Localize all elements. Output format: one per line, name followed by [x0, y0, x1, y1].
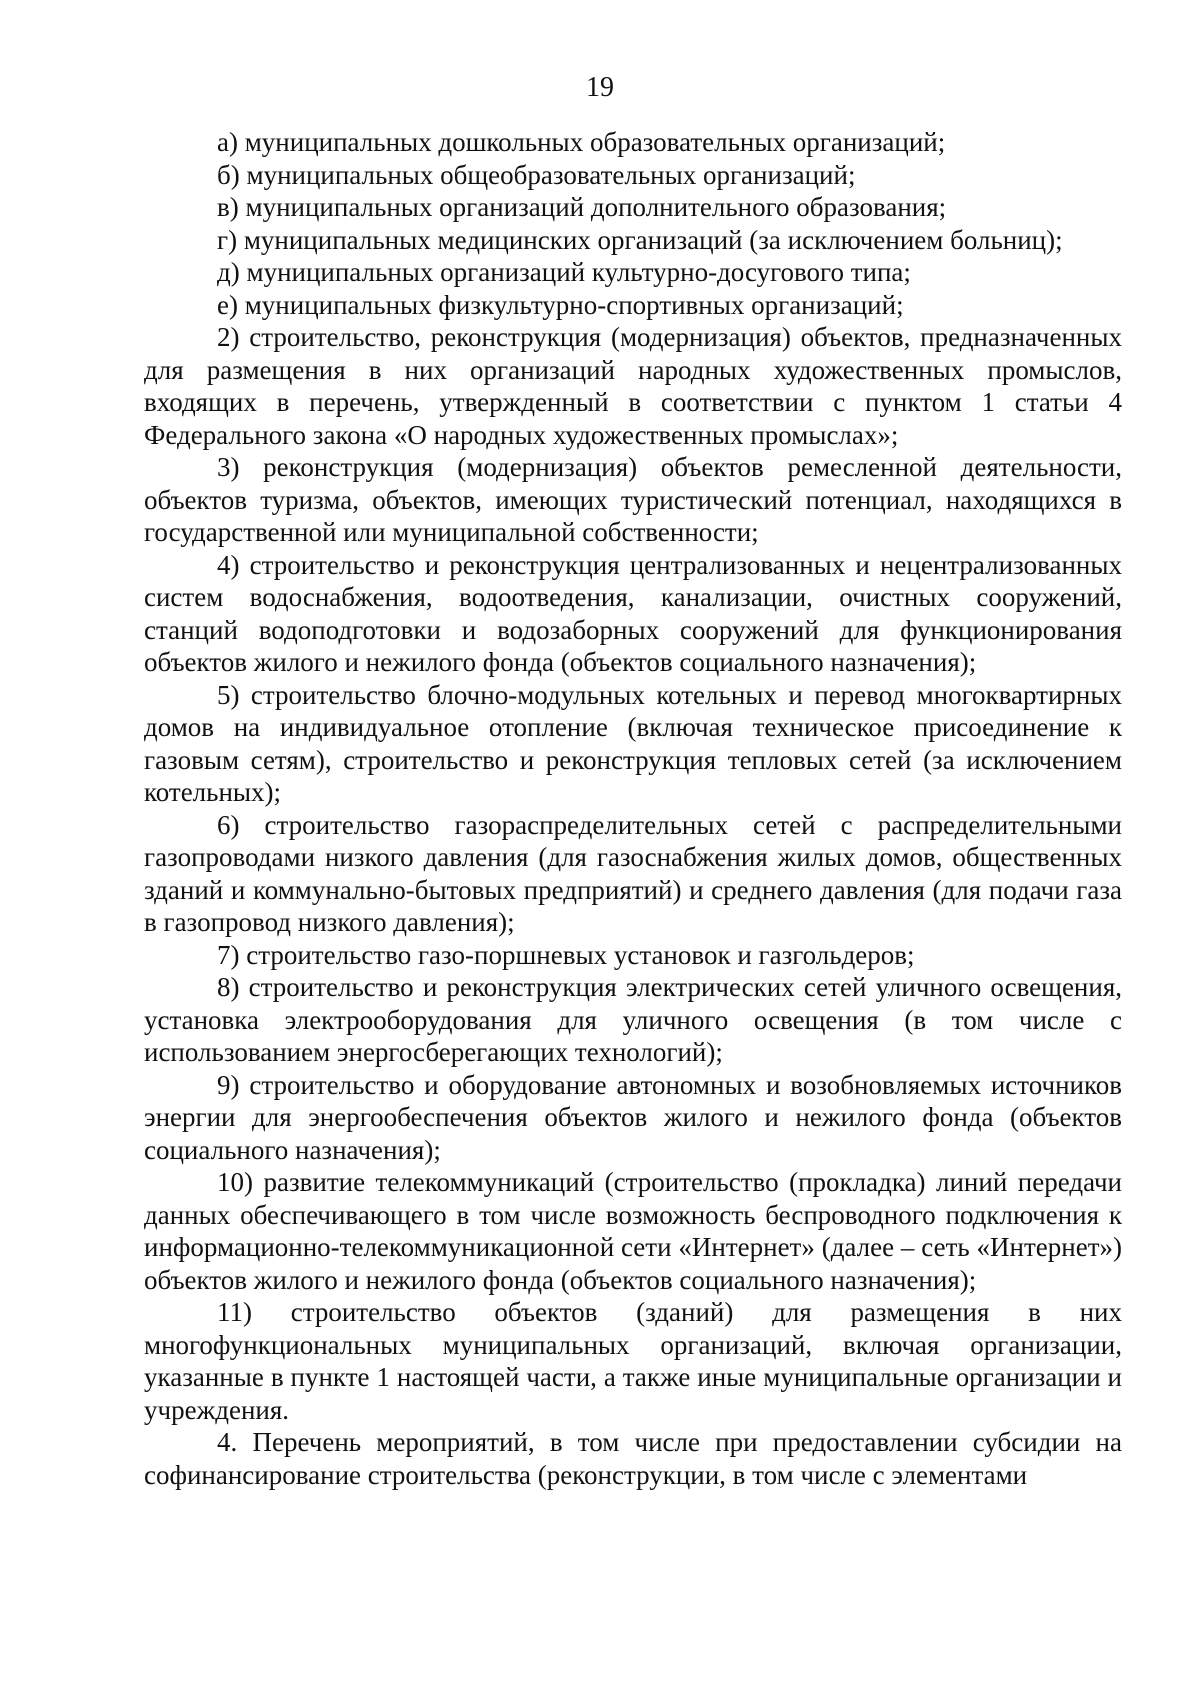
paragraph-section-4: 4. Перечень мероприятий, в том числе при предоставлении субсидии на софинансирование строительства (реконструкции, в том числе с элементами [144, 1427, 1122, 1490]
paragraph-item-5: 5) строительство блочно-модульных котельных и перевод многоквартирных домов на индивидуальное отопление (включая техническое присоединение к газовым сетям), строительство и реконструкция тепловых сетей (за исключением котельных); [144, 679, 1122, 807]
page-number: 19 [586, 72, 614, 103]
paragraph-item-8: 8) строительство и реконструкция электрических сетей уличного освещения, установка электрооборудования для уличного освещения (в том числе с использованием энергосберегающих технологий); [144, 972, 1122, 1067]
paragraph-item-11: 11) строительство объектов (зданий) для размещения в них многофункциональных муниципальных организаций, включая организации, указанные в пункте 1 настоящей части, а также иные муниципальные организации и учреждения. [144, 1297, 1122, 1425]
paragraph-item-4: 4) строительство и реконструкция централизованных и нецентрализованных систем водоснабжения, водоотведения, канализации, очистных сооружений, станций водоподготовки и водозаборных сооружений для функционирования объектов жилого и нежилого фонда (объектов социального назначения); [144, 549, 1122, 677]
paragraph-item-a: а) муниципальных дошкольных образовательных организаций; [217, 127, 946, 157]
paragraph-item-10: 10) развитие телекоммуникаций (строительство (прокладка) линий передачи данных обеспечивающего в том числе возможность беспроводного подключения к информационно-телекоммуникационной сети «Интернет» (далее – сеть «Интернет») объектов жилого и нежилого фонда (объектов социального назначения); [144, 1167, 1122, 1295]
paragraph-item-e: е) муниципальных физкультурно-спортивных организаций; [217, 289, 904, 320]
paragraph-item-6: 6) строительство газораспределительных сетей с распределительными газопроводами низкого давления (для газоснабжения жилых домов, общественных зданий и коммунально-бытовых предприятий) и среднего давления (для подачи газа в газопровод низкого давления); [144, 809, 1122, 937]
paragraph-item-b: б) муниципальных общеобразовательных организаций; [217, 159, 856, 190]
document-body [144, 126, 1122, 1491]
paragraph-item-3: 3) реконструкция (модернизация) объектов ремесленной деятельности, объектов туризма, объектов, имеющих туристический потенциал, находящихся в государственной или муниципальной собственности; [144, 452, 1122, 547]
paragraph-item-g: г) муниципальных медицинских организаций (за исключением больниц); [217, 224, 1063, 255]
paragraph-item-v: в) муниципальных организаций дополнительного образования; [217, 192, 947, 222]
paragraph-item-7: 7) строительство газо-поршневых установок и газгольдеров; [217, 939, 915, 970]
paragraph-item-9: 9) строительство и оборудование автономных и возобновляемых источников энергии для энергообеспечения объектов жилого и нежилого фонда (объектов социального назначения); [144, 1069, 1122, 1165]
paragraph-item-2: 2) строительство, реконструкция (модернизация) объектов, предназначенных для размещения в них организаций народных художественных промыслов, входящих в перечень, утвержденный в соответствии с пунктом 1 статьи 4 Федерального закона «О народных художественных промыслах»; [144, 322, 1122, 450]
paragraph-item-d: д) муниципальных организаций культурно-досугового типа; [217, 257, 911, 287]
